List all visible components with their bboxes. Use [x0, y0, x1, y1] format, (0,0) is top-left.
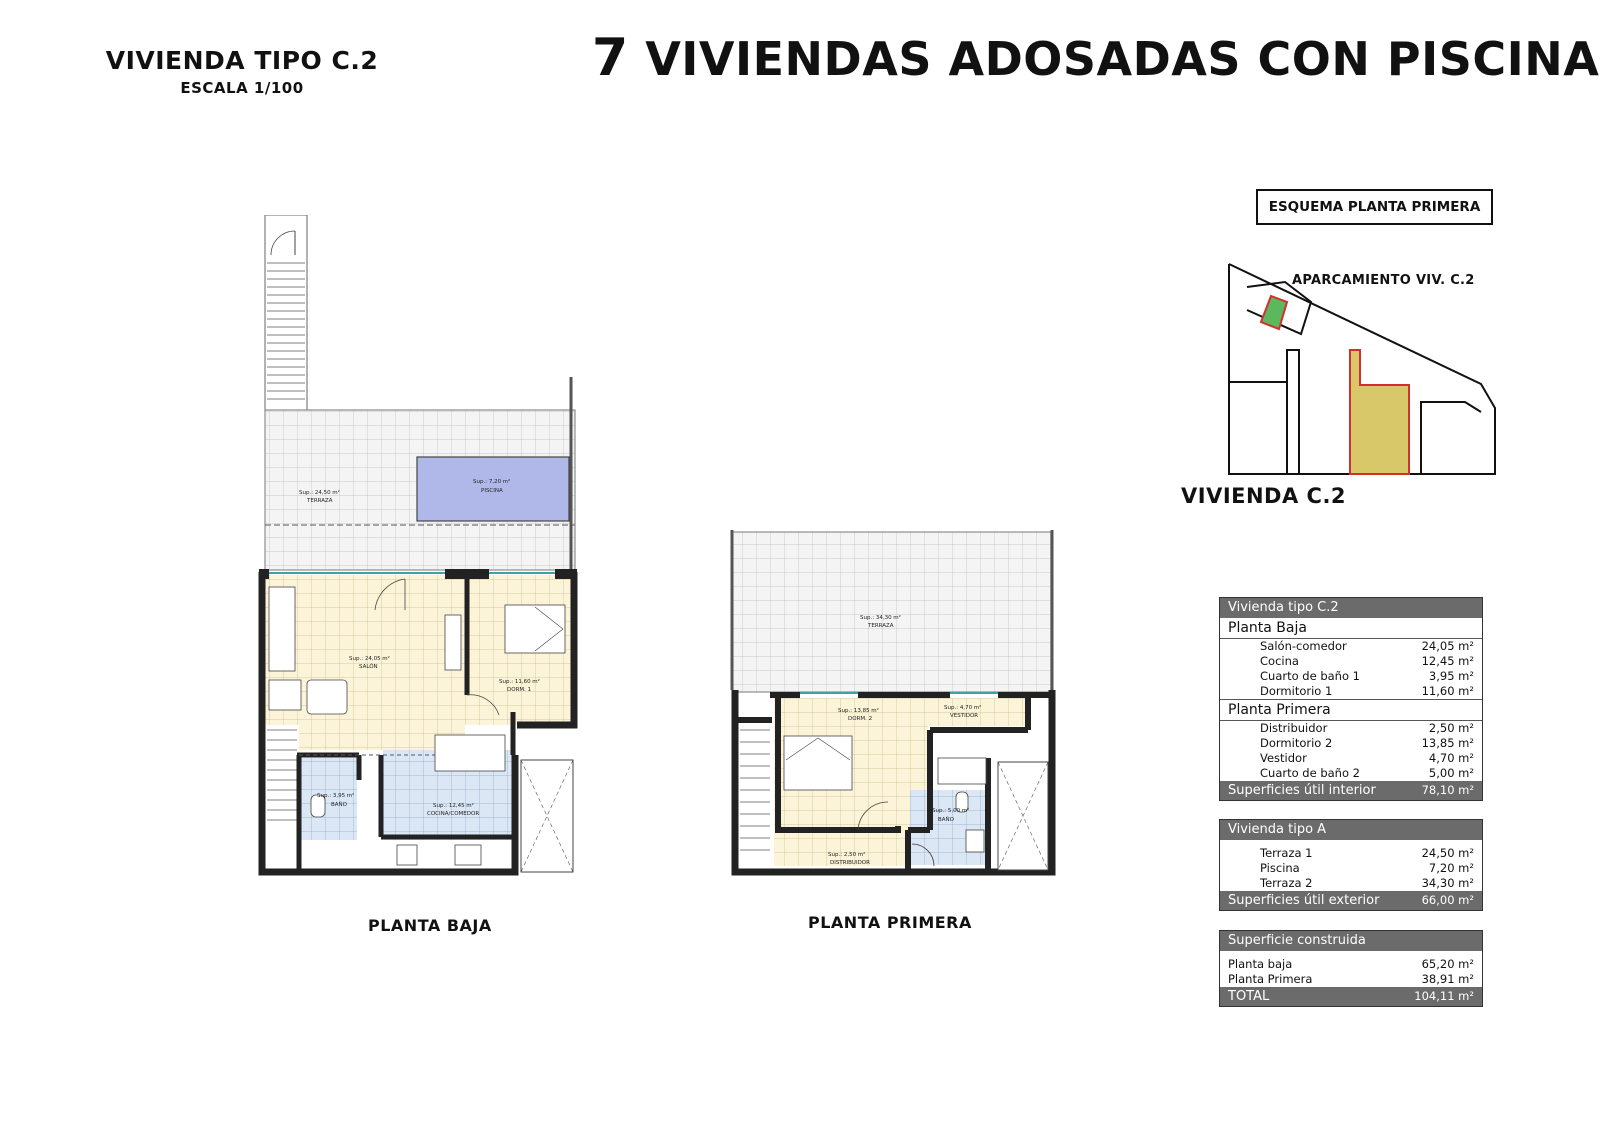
first-floor-plan — [728, 530, 1058, 895]
site-scheme — [1225, 262, 1500, 477]
table-row: Distribuidor 2,50 m² — [1260, 721, 1474, 735]
table-row: Cuarto de baño 2 5,00 m² — [1260, 766, 1474, 780]
pool-area: Sup.: 7,20 m² — [473, 479, 511, 485]
table-row: Cuarto de baño 1 3,95 m² — [1260, 669, 1474, 683]
built-area-table — [1219, 930, 1483, 1007]
distributor-name: DISTRIBUIDOR — [830, 860, 870, 866]
interior-total-row: Superficies útil interior 78,10 m² — [1220, 781, 1482, 800]
dressing-name: VESTIDOR — [950, 713, 979, 719]
bath1-area: Sup.: 3,95 m² — [317, 793, 355, 799]
parking-label: APARCAMIENTO VIV. C.2 — [1292, 273, 1475, 288]
bath2-name: BAÑO — [938, 817, 954, 823]
ground-floor-label: PLANTA BAJA — [368, 916, 492, 935]
unit-type-title: VIVIENDA TIPO C.2 — [105, 46, 379, 75]
bedroom2-area: Sup.: 13,85 m² — [838, 708, 879, 714]
bedroom1-area: Sup.: 11,60 m² — [499, 679, 540, 685]
distributor-area: Sup.: 2,50 m² — [828, 852, 866, 858]
living-area: Sup.: 24,05 m² — [349, 656, 390, 662]
kitchen-area: Sup.: 12,45 m² — [433, 803, 474, 809]
first-floor-label: PLANTA PRIMERA — [808, 913, 972, 932]
table-row: Piscina 7,20 m² — [1260, 861, 1474, 875]
bedroom1-name: DORM. 1 — [507, 687, 532, 693]
first-section-title: Planta Primera — [1220, 699, 1482, 721]
dressing-area: Sup.: 4,70 m² — [944, 705, 982, 711]
living-name: SALÓN — [359, 664, 378, 670]
built-table-title: Superficie construida — [1220, 931, 1482, 951]
table-row: Salón-comedor 24,05 m² — [1260, 639, 1474, 653]
built-total-row: TOTAL 104,11 m² — [1220, 987, 1482, 1006]
pool-name: PISCINA — [481, 488, 503, 494]
ground-section-title: Planta Baja — [1220, 618, 1482, 639]
table-row: Planta Primera 38,91 m² — [1228, 972, 1474, 986]
bedroom2-name: DORM. 2 — [848, 716, 873, 722]
table-row: Dormitorio 1 11,60 m² — [1260, 684, 1474, 698]
bath2-area: Sup.: 5,00 m² — [932, 808, 970, 814]
interior-table-title: Vivienda tipo C.2 — [1220, 598, 1482, 618]
unit-label: VIVIENDA C.2 — [1181, 484, 1347, 508]
main-title — [592, 28, 1599, 88]
bath1-name: BAÑO — [331, 802, 347, 808]
table-row: Planta baja 65,20 m² — [1228, 957, 1474, 971]
ground-floor-plan — [255, 215, 595, 895]
table-row: Vestidor 4,70 m² — [1260, 751, 1474, 765]
first-terrace-area: Sup.: 34,30 m² — [860, 615, 901, 621]
ground-terrace-name: TERRAZA — [307, 498, 333, 504]
interior-area-table — [1219, 597, 1483, 801]
first-terrace-name: TERRAZA — [868, 623, 894, 629]
table-row: Dormitorio 2 13,85 m² — [1260, 736, 1474, 750]
ground-terrace-area: Sup.: 24,50 m² — [299, 490, 340, 496]
table-row: Terraza 2 34,30 m² — [1260, 876, 1474, 890]
scale-label: ESCALA 1/100 — [180, 79, 304, 97]
main-title-number: 7 — [592, 28, 629, 88]
drawing-title-block — [92, 46, 392, 97]
kitchen-name: COCINA/COMEDOR — [427, 811, 480, 817]
exterior-total-row: Superficies útil exterior 66,00 m² — [1220, 891, 1482, 910]
scheme-title-box: ESQUEMA PLANTA PRIMERA — [1256, 189, 1493, 225]
main-title-text: VIVIENDAS ADOSADAS CON PISCINA — [645, 32, 1600, 86]
table-row: Terraza 1 24,50 m² — [1260, 846, 1474, 860]
exterior-table-title: Vivienda tipo A — [1220, 820, 1482, 840]
exterior-area-table — [1219, 819, 1483, 911]
parking-space-mark — [1261, 296, 1287, 329]
table-row: Cocina 12,45 m² — [1260, 654, 1474, 668]
unit-c2-mark — [1350, 350, 1409, 474]
